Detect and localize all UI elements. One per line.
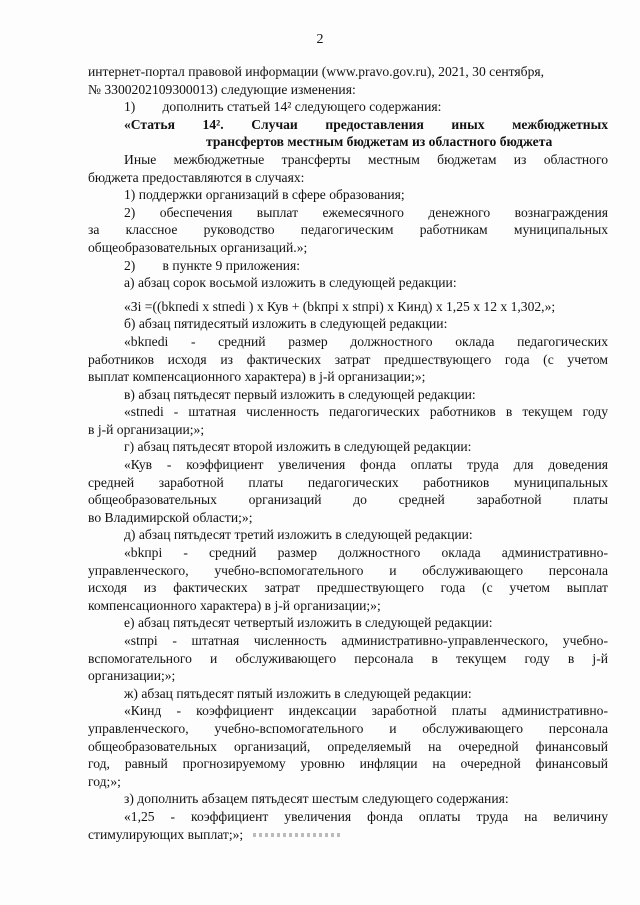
- text-line: в j-й организации;»;: [88, 421, 205, 437]
- article-heading: «Статья 14². Случаи предоставления иных межбюджетных: [124, 116, 608, 132]
- text-line: е) абзац пятьдесят четвертый изложить в следующей редакции:: [124, 615, 493, 631]
- definition: «stпedi - штатная численность педагогических работников в текущем году: [124, 404, 608, 420]
- definition: «Кув - коэффициент увеличения фонда оплаты труда для доведения: [124, 457, 608, 473]
- list-item: 1) поддержки организаций в сфере образования;: [124, 187, 405, 203]
- text-line: вспомогательного и обслуживающего персонала в текущем году в j-й: [88, 650, 608, 666]
- definition: «bkпpi - средний размер должностного оклада административно-: [124, 545, 608, 561]
- text-line: год, равный прогнозируемому уровню инфляции на очередной финансовый: [88, 756, 608, 772]
- text-line: общеобразовательных организаций, определяемый на очередной финансовый: [88, 738, 608, 754]
- text-fragment: стимулирующих выплат;»;: [88, 826, 244, 842]
- text-line: [88, 826, 608, 844]
- text-line: ж) абзац пятьдесят пятый изложить в следующей редакции:: [124, 685, 472, 701]
- text-line: средней заработной платы педагогических работников муниципальных: [88, 474, 608, 490]
- definition: «bkпedi - средний размер должностного оклада педагогических: [124, 333, 608, 349]
- definition: «1,25 - коэффициент увеличения фонда оплаты труда на величину: [124, 808, 608, 824]
- text-line: д) абзац пятьдесят третий изложить в следующей редакции:: [124, 527, 473, 543]
- article-heading-cont: трансфертов местным бюджетам из областного бюджета: [206, 134, 553, 150]
- text-line: компенсационного характера) в j-й организации;»;: [88, 597, 381, 613]
- text-line: в) абзац пятьдесят первый изложить в следующей редакции:: [124, 386, 476, 402]
- text-line: бюджета предоставляются в случаях:: [88, 169, 305, 185]
- definition: «stпpi - штатная численность административно-управленческого, учебно-: [124, 633, 608, 648]
- text-line: исходя из фактических затрат предшествующего года (с учетом выплат: [88, 580, 608, 596]
- text-line: г) абзац пятьдесят второй изложить в следующей редакции:: [124, 439, 472, 455]
- text-line: № 3300202109300013) следующие изменения:: [88, 81, 356, 97]
- text-line: управленческого, учебно-вспомогательного и обслуживающего персонала: [88, 562, 608, 578]
- text-line: общеобразовательных организаций до средней заработной платы: [88, 492, 608, 508]
- text-line: интернет-портал правовой информации (www.pravo.gov.ru), 2021, 30 сентября,: [88, 64, 545, 79]
- list-item: 2) в пункте 9 приложения:: [124, 257, 301, 273]
- text-line: общеобразовательных организаций.»;: [88, 239, 308, 255]
- formula: «Зi =((bkпedi x stпedi ) x Кув + (bkпpi x stпpi) x Кинд) x 1,25 x 12 x 1,302,»;: [124, 298, 556, 314]
- text-line: Иные межбюджетные трансферты местным бюджетам из областного: [124, 151, 608, 167]
- text-line: во Владимирской области;»;: [88, 509, 253, 525]
- list-item: 1) дополнить статьей 14² следующего содержания:: [124, 99, 442, 115]
- text-line: выплат компенсационного характера) в j-й организации;»;: [88, 369, 426, 385]
- text-line: работников исходя из фактических затрат предшествующего года (с учетом: [88, 351, 608, 367]
- list-item: 2) обеспечения выплат ежемесячного денежного вознаграждения: [124, 204, 608, 220]
- page-number: 2: [316, 32, 324, 47]
- text-line: за классное руководство педагогическим работникам муниципальных: [88, 222, 608, 238]
- text-line: год;»;: [88, 773, 121, 789]
- text-line: з) дополнить абзацем пятьдесят шестым следующего содержания:: [124, 791, 509, 807]
- text-line: а) абзац сорок восьмой изложить в следующей редакции:: [124, 275, 457, 291]
- text-line: организации;»;: [88, 668, 176, 684]
- document-body: [88, 63, 608, 843]
- text-line: управленческого, учебно-вспомогательного и обслуживающего персонала: [88, 720, 608, 736]
- definition: «Кинд - коэффициент индексации заработной платы административно-: [124, 703, 608, 719]
- stamp-mark: [253, 833, 343, 837]
- text-line: б) абзац пятидесятый изложить в следующей редакции:: [124, 316, 448, 332]
